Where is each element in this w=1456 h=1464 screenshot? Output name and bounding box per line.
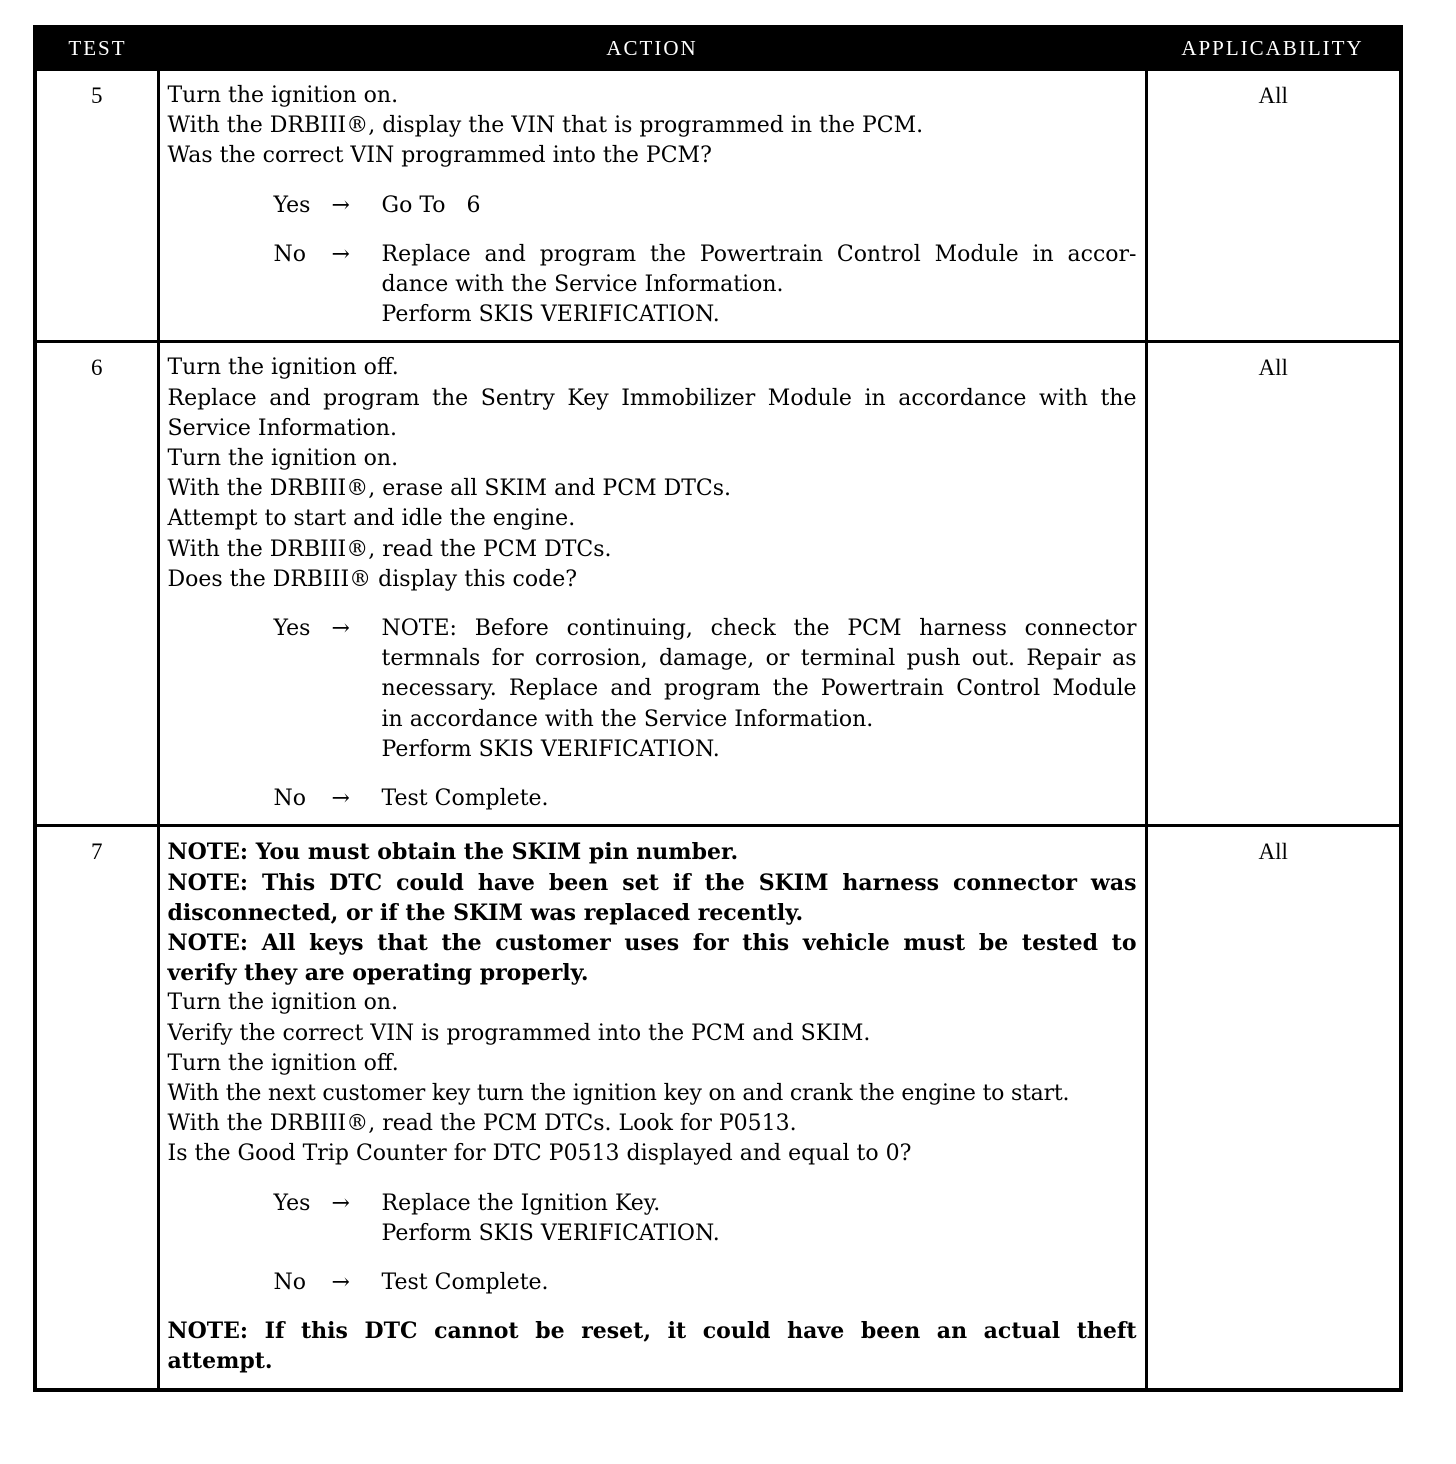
test-number: 7 <box>35 826 158 1391</box>
yes-text <box>382 614 1137 765</box>
no-label: No <box>273 786 306 812</box>
action-line: With the DRBIII®, display the VIN that is programmed in the PCM. <box>167 113 924 139</box>
table-row <box>35 70 1401 342</box>
test-number: 5 <box>35 70 158 342</box>
no-text <box>382 1268 1137 1298</box>
no-label: No <box>273 241 306 267</box>
action-line: Verify the correct VIN is programmed into the PCM and SKIM. <box>167 1020 871 1046</box>
yes-text-line: Replace the Ignition Key. <box>381 1190 661 1216</box>
arrow-right-icon: → <box>331 1190 350 1216</box>
table-row <box>35 826 1401 1391</box>
note-line: disconnected, or if the SKIM was replaced recently. <box>167 899 804 926</box>
diagnostic-page <box>33 25 1399 1392</box>
action-line: Attempt to start and idle the engine. <box>167 506 576 532</box>
header-test: TEST <box>35 27 158 70</box>
arrow-right-icon: → <box>331 616 350 642</box>
yes-branch <box>274 614 1137 765</box>
action-line: Is the Good Trip Counter for DTC P0513 displayed and equal to 0? <box>167 1141 912 1167</box>
arrow-right-icon: → <box>331 786 350 812</box>
no-text-line: Perform SKIS VERIFICATION. <box>381 302 720 328</box>
action-line: Service Information. <box>167 415 397 441</box>
yes-text-line: Perform SKIS VERIFICATION. <box>381 736 720 762</box>
action-line: Turn the ignition on. <box>167 990 399 1016</box>
arrow-right-icon: → <box>331 241 350 267</box>
yes-text <box>382 191 1137 221</box>
no-branch <box>274 1268 1137 1298</box>
note-line: attempt. <box>167 1348 273 1375</box>
yes-branch <box>274 191 1137 221</box>
final-note <box>168 1316 1137 1376</box>
action-line: Turn the ignition off. <box>167 355 399 381</box>
table-header-row <box>35 27 1401 70</box>
action-cell <box>158 342 1146 826</box>
action-line: Turn the ignition on. <box>167 83 399 108</box>
diagnostic-table <box>33 25 1403 1392</box>
action-line: With the DRBIII®, erase all SKIM and PCM DTCs. <box>167 476 732 502</box>
applicability-value: All <box>1146 70 1401 342</box>
yes-label: Yes <box>273 1190 311 1216</box>
no-text-line: Test Complete. <box>381 1270 549 1296</box>
no-branch <box>274 784 1137 814</box>
yes-text <box>382 1189 1137 1249</box>
arrow-right-icon: → <box>331 1270 350 1296</box>
action-line: Does the DRBIII® display this code? <box>167 566 578 592</box>
applicability-value: All <box>1146 826 1401 1391</box>
action-line: With the next customer key turn the ignition key on and crank the engine to start. <box>167 1081 1070 1107</box>
header-action: ACTION <box>158 27 1146 70</box>
no-label: No <box>273 1270 306 1296</box>
header-applicability: APPLICABILITY <box>1146 27 1401 70</box>
no-text-line: Test Complete. <box>381 786 549 812</box>
note-line: NOTE: All keys that the customer uses for this vehicle must be tested to <box>167 930 1137 957</box>
arrow-right-icon: → <box>331 192 350 218</box>
test-number: 6 <box>35 342 158 826</box>
no-text-line: dance with the Service Information. <box>381 272 784 298</box>
yes-label: Yes <box>273 616 311 642</box>
note-line: verify they are operating properly. <box>167 960 589 987</box>
action-cell <box>158 826 1146 1391</box>
no-text <box>382 784 1137 814</box>
yes-label: Yes <box>273 192 311 218</box>
yes-text-line: NOTE: Before continuing, check the PCM harness connector <box>381 616 1137 642</box>
yes-text-line: Perform SKIS VERIFICATION. <box>381 1220 720 1246</box>
note-line: NOTE: You must obtain the SKIM pin number. <box>167 839 739 866</box>
no-branch <box>274 240 1137 331</box>
yes-text-line: Go To 6 <box>381 192 481 218</box>
yes-text-line: necessary. Replace and program the Powertrain Control Module <box>381 676 1137 702</box>
action-cell <box>158 70 1146 342</box>
yes-branch <box>274 1189 1137 1249</box>
action-line: Replace and program the Sentry Key Immobilizer Module in accordance with the <box>167 385 1137 411</box>
note-line: NOTE: If this DTC cannot be reset, it could have been an actual theft <box>167 1318 1137 1345</box>
yes-text-line: termnals for corrosion, damage, or terminal push out. Repair as <box>381 646 1137 672</box>
note-line: NOTE: This DTC could have been set if the SKIM harness connector was <box>167 869 1137 896</box>
yes-text-line: in accordance with the Service Information. <box>381 706 874 732</box>
applicability-value: All <box>1146 342 1401 826</box>
action-line: Was the correct VIN programmed into the PCM? <box>167 143 712 169</box>
no-text <box>382 240 1137 331</box>
no-text-line: Replace and program the Powertrain Control Module in accor- <box>381 241 1137 267</box>
action-line: With the DRBIII®, read the PCM DTCs. <box>167 536 612 562</box>
action-line: With the DRBIII®, read the PCM DTCs. Look for P0513. <box>167 1111 797 1137</box>
table-row <box>35 342 1401 826</box>
action-line: Turn the ignition on. <box>167 446 399 472</box>
action-line: Turn the ignition off. <box>167 1050 399 1076</box>
